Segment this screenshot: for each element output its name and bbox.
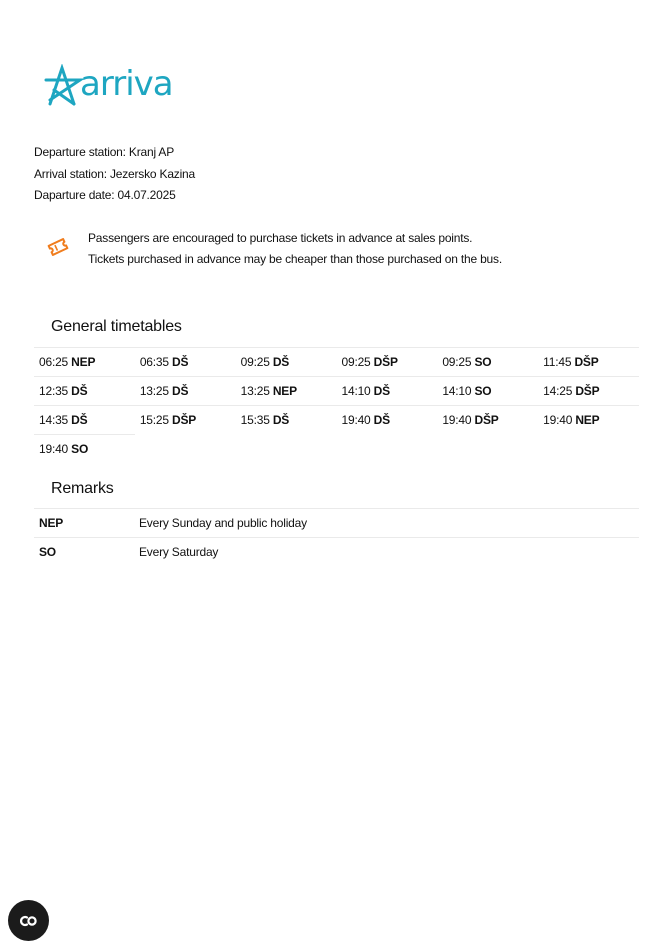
service-code: DŠ — [272, 413, 290, 427]
arrival-station: Arrival station: Jezersko Kazina — [34, 166, 196, 181]
departure-time: 19:40 — [543, 413, 573, 427]
timetable-entry — [135, 376, 236, 405]
service-code: DŠ — [71, 384, 88, 398]
timetables-title: General timetables — [51, 318, 182, 335]
timetable-entry — [34, 405, 135, 434]
creative-commons-icon — [18, 910, 40, 932]
creative-commons-button[interactable] — [8, 900, 49, 941]
timetable-entry — [538, 376, 639, 405]
service-code: DŠP — [373, 355, 398, 369]
remarks-title: Remarks — [51, 480, 114, 497]
departure-date: Daparture date: 04.07.2025 — [34, 188, 176, 202]
remarks-list — [34, 508, 639, 566]
remark-row — [34, 537, 639, 566]
timetable-entry — [437, 376, 538, 405]
service-code: DŠ — [373, 413, 390, 427]
timetable-entry — [135, 347, 236, 376]
ticket-icon — [46, 235, 70, 259]
departure-time: 15:35 — [240, 413, 270, 427]
service-code: DŠ — [373, 384, 390, 398]
notice-line-2: Tickets purchased in advance may be cheaper than those purchased on the bus. — [88, 252, 502, 266]
departure-time: 06:35 — [139, 355, 169, 369]
timetable-entry — [437, 347, 538, 376]
logo-text: arriva — [80, 64, 173, 104]
departure-time: 13:25 — [139, 384, 169, 398]
service-code: NEP — [272, 384, 297, 398]
advance-ticket-notice — [46, 228, 502, 270]
departure-time: 09:25 — [240, 355, 270, 369]
departure-time: 09:25 — [442, 355, 472, 369]
service-code: DŠ — [172, 384, 189, 398]
service-code: DŠP — [172, 413, 197, 427]
service-code: SO — [474, 384, 492, 398]
timetable-entry — [34, 347, 135, 376]
trip-info — [34, 142, 195, 207]
departure-time: 19:40 — [341, 413, 371, 427]
service-code: SO — [71, 442, 89, 456]
timetable-entry — [34, 376, 135, 405]
remark-description: Every Saturday — [139, 545, 219, 559]
service-code: DŠ — [71, 413, 88, 427]
departure-time: 14:10 — [341, 384, 371, 398]
timetable-entry — [135, 405, 236, 434]
departure-time: 06:25 — [39, 355, 69, 369]
departure-time: 11:45 — [543, 355, 572, 369]
timetable-entry — [34, 434, 135, 463]
service-code: DŠP — [474, 413, 499, 427]
remark-code: SO — [39, 545, 56, 559]
departure-time: 12:35 — [39, 384, 69, 398]
arriva-logo — [44, 64, 173, 108]
departure-time: 14:10 — [442, 384, 472, 398]
timetable-grid — [34, 347, 639, 463]
timetable-entry — [236, 376, 337, 405]
departure-time: 09:25 — [341, 355, 371, 369]
departure-time: 14:25 — [543, 384, 573, 398]
departure-station: Departure station: Kranj AP — [34, 145, 175, 159]
notice-line-1: Passengers are encouraged to purchase tickets in advance at sales points. — [88, 231, 473, 245]
departure-time: 15:25 — [139, 413, 169, 427]
timetable-entry — [236, 347, 337, 376]
departure-time: 13:25 — [240, 384, 270, 398]
remark-row — [34, 508, 639, 537]
service-code: DŠ — [272, 355, 290, 369]
timetable-entry — [538, 347, 639, 376]
service-code: NEP — [71, 355, 96, 369]
arriva-star-icon — [44, 64, 84, 108]
departure-time: 14:35 — [39, 413, 69, 427]
timetable-entry — [538, 405, 639, 434]
remark-description: Every Sunday and public holiday — [139, 516, 307, 530]
timetable-entry — [337, 405, 438, 434]
service-code: NEP — [575, 413, 600, 427]
timetable-entry — [437, 405, 538, 434]
service-code: DŠ — [172, 355, 189, 369]
service-code: DŠP — [575, 384, 600, 398]
timetable-entry — [337, 347, 438, 376]
departure-time: 19:40 — [442, 413, 472, 427]
remark-code: NEP — [39, 516, 64, 530]
timetable-entry — [236, 405, 337, 434]
departure-time: 19:40 — [39, 442, 69, 456]
timetable-entry — [337, 376, 438, 405]
service-code: DŠP — [574, 355, 599, 369]
service-code: SO — [474, 355, 492, 369]
